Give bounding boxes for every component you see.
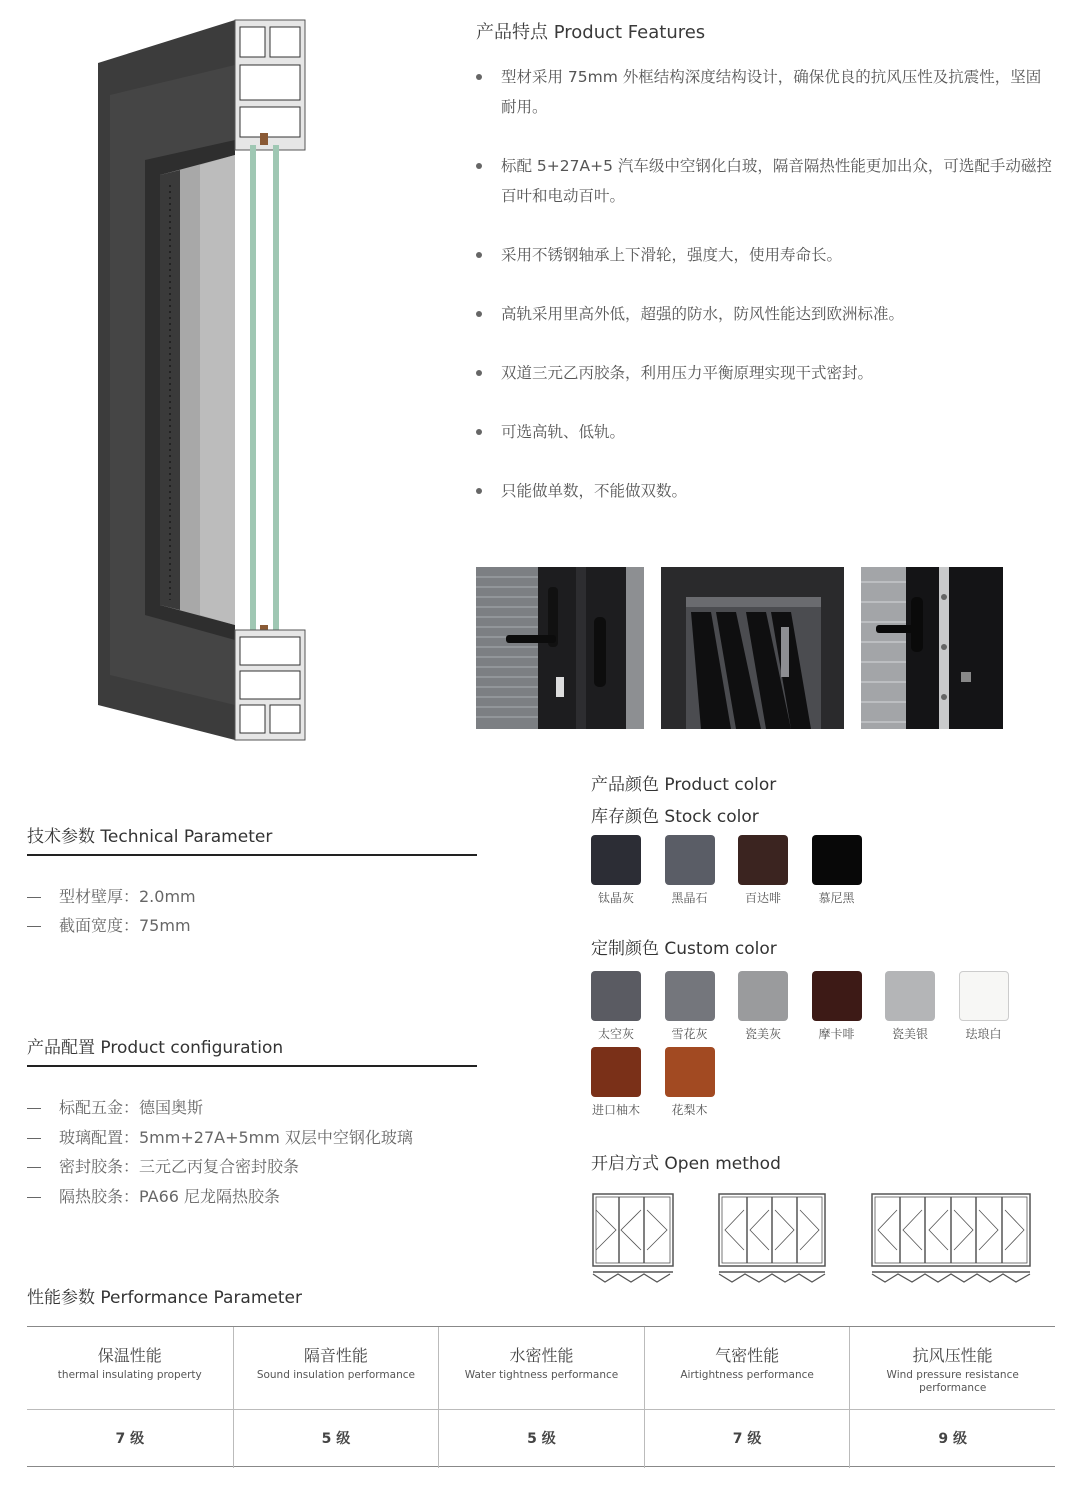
divider [27, 854, 477, 856]
bullet-icon [476, 252, 482, 258]
stock-color-heading: 库存颜色 Stock color [591, 807, 759, 827]
performance-column [644, 1327, 850, 1468]
bullet-icon [476, 370, 482, 376]
configuration-heading: 产品配置 Product configuration [27, 1038, 284, 1058]
performance-value: 7 级 [115, 1431, 145, 1447]
color-swatch-label: 钛晶灰 [597, 891, 634, 905]
color-swatch [959, 971, 1009, 1021]
performance-en-label: Water tightness performance [464, 1369, 619, 1381]
color-swatch [665, 1047, 715, 1097]
bullet-icon [476, 163, 482, 169]
folding-panels-photo [661, 567, 844, 729]
feature-item: 双道三元乙丙胶条，利用压力平衡原理实现干式密封。 [476, 358, 1056, 388]
configuration-item: 密封胶条：三元乙丙复合密封胶条 [27, 1154, 299, 1177]
divider [27, 1065, 477, 1067]
performance-column [849, 1327, 1055, 1468]
color-swatch [665, 835, 715, 885]
window-profile-image [90, 15, 310, 745]
performance-cn-label: 气密性能 [715, 1346, 780, 1365]
performance-table [27, 1326, 1055, 1467]
configuration-item: 隔热胶条：PA66 尼龙隔热胶条 [27, 1184, 280, 1207]
color-swatch-label: 太空灰 [597, 1027, 634, 1041]
color-swatch [738, 835, 788, 885]
color-swatch-label: 瓷美灰 [744, 1027, 781, 1041]
open-method-heading: 开启方式 Open method [591, 1154, 781, 1174]
performance-cn-label: 水密性能 [509, 1346, 574, 1365]
color-swatch-label: 进口柚木 [591, 1103, 640, 1117]
bullet-icon [476, 74, 482, 80]
color-swatch-label: 瓷美银 [891, 1027, 928, 1041]
performance-column [27, 1327, 233, 1468]
color-heading: 产品颜色 Product color [591, 775, 777, 795]
performance-value: 9 级 [938, 1431, 967, 1447]
performance-cn-label: 保温性能 [97, 1346, 162, 1365]
color-swatch-label: 百达啡 [744, 891, 781, 905]
color-swatch-label: 摩卡啡 [818, 1027, 855, 1041]
feature-item: 型材采用 75mm 外框结构深度结构设计，确保优良的抗风压性及抗震性，坚固耐用。 [476, 62, 1056, 122]
color-swatch [812, 835, 862, 885]
performance-value: 7 级 [732, 1431, 762, 1447]
performance-en-label: thermal insulating property [57, 1369, 202, 1381]
performance-en-label: Wind pressure resistance performance [886, 1369, 1019, 1394]
performance-value: 5 级 [321, 1431, 351, 1447]
performance-column [438, 1327, 644, 1468]
feature-item: 只能做单数，不能做双数。 [476, 476, 1056, 506]
performance-heading: 性能参数 Performance Parameter [27, 1288, 302, 1308]
performance-en-label: Airtightness performance [680, 1369, 814, 1381]
performance-en-label: Sound insulation performance [256, 1369, 415, 1381]
feature-item: 标配 5+27A+5 汽车级中空钢化白玻，隔音隔热性能更加出众，可选配手动磁控百叶和电动百叶。 [476, 151, 1056, 211]
color-swatch [738, 971, 788, 1021]
color-swatch [591, 835, 641, 885]
color-swatch [665, 971, 715, 1021]
color-swatch [812, 971, 862, 1021]
performance-cn-label: 抗风压性能 [912, 1346, 993, 1365]
color-swatch-label: 雪花灰 [671, 1027, 708, 1041]
features-heading: 产品特点 Product Features [476, 22, 706, 43]
color-swatch-label: 黑晶石 [671, 891, 708, 905]
performance-value: 5 级 [527, 1431, 556, 1447]
color-swatch-label: 慕尼黑 [818, 891, 855, 905]
bullet-icon [476, 311, 482, 317]
color-swatch [591, 971, 641, 1021]
custom-color-heading: 定制颜色 Custom color [591, 939, 777, 959]
open-method-diagram [590, 1190, 1060, 1290]
technical-item: 截面宽度：75mm [27, 913, 191, 936]
handle-detail-photo [476, 567, 644, 729]
bullet-icon [476, 488, 482, 494]
configuration-item: 标配五金：德国奥斯 [27, 1095, 203, 1118]
performance-column [233, 1327, 439, 1468]
configuration-item: 玻璃配置：5mm+27A+5mm 双层中空钢化玻璃 [27, 1125, 413, 1148]
color-swatch [885, 971, 935, 1021]
color-swatch [591, 1047, 641, 1097]
color-swatch-label: 花梨木 [671, 1103, 708, 1117]
color-swatch-label: 珐琅白 [965, 1027, 1002, 1041]
technical-heading: 技术参数 Technical Parameter [27, 827, 273, 847]
performance-cn-label: 隔音性能 [303, 1346, 368, 1365]
lock-detail-photo [861, 567, 1003, 729]
feature-item: 采用不锈钢轴承上下滑轮，强度大，使用寿命长。 [476, 240, 1056, 270]
bullet-icon [476, 429, 482, 435]
feature-item: 高轨采用里高外低，超强的防水，防风性能达到欧洲标准。 [476, 299, 1056, 329]
technical-item: 型材壁厚：2.0mm [27, 884, 196, 907]
feature-item: 可选高轨、低轨。 [476, 417, 1056, 447]
